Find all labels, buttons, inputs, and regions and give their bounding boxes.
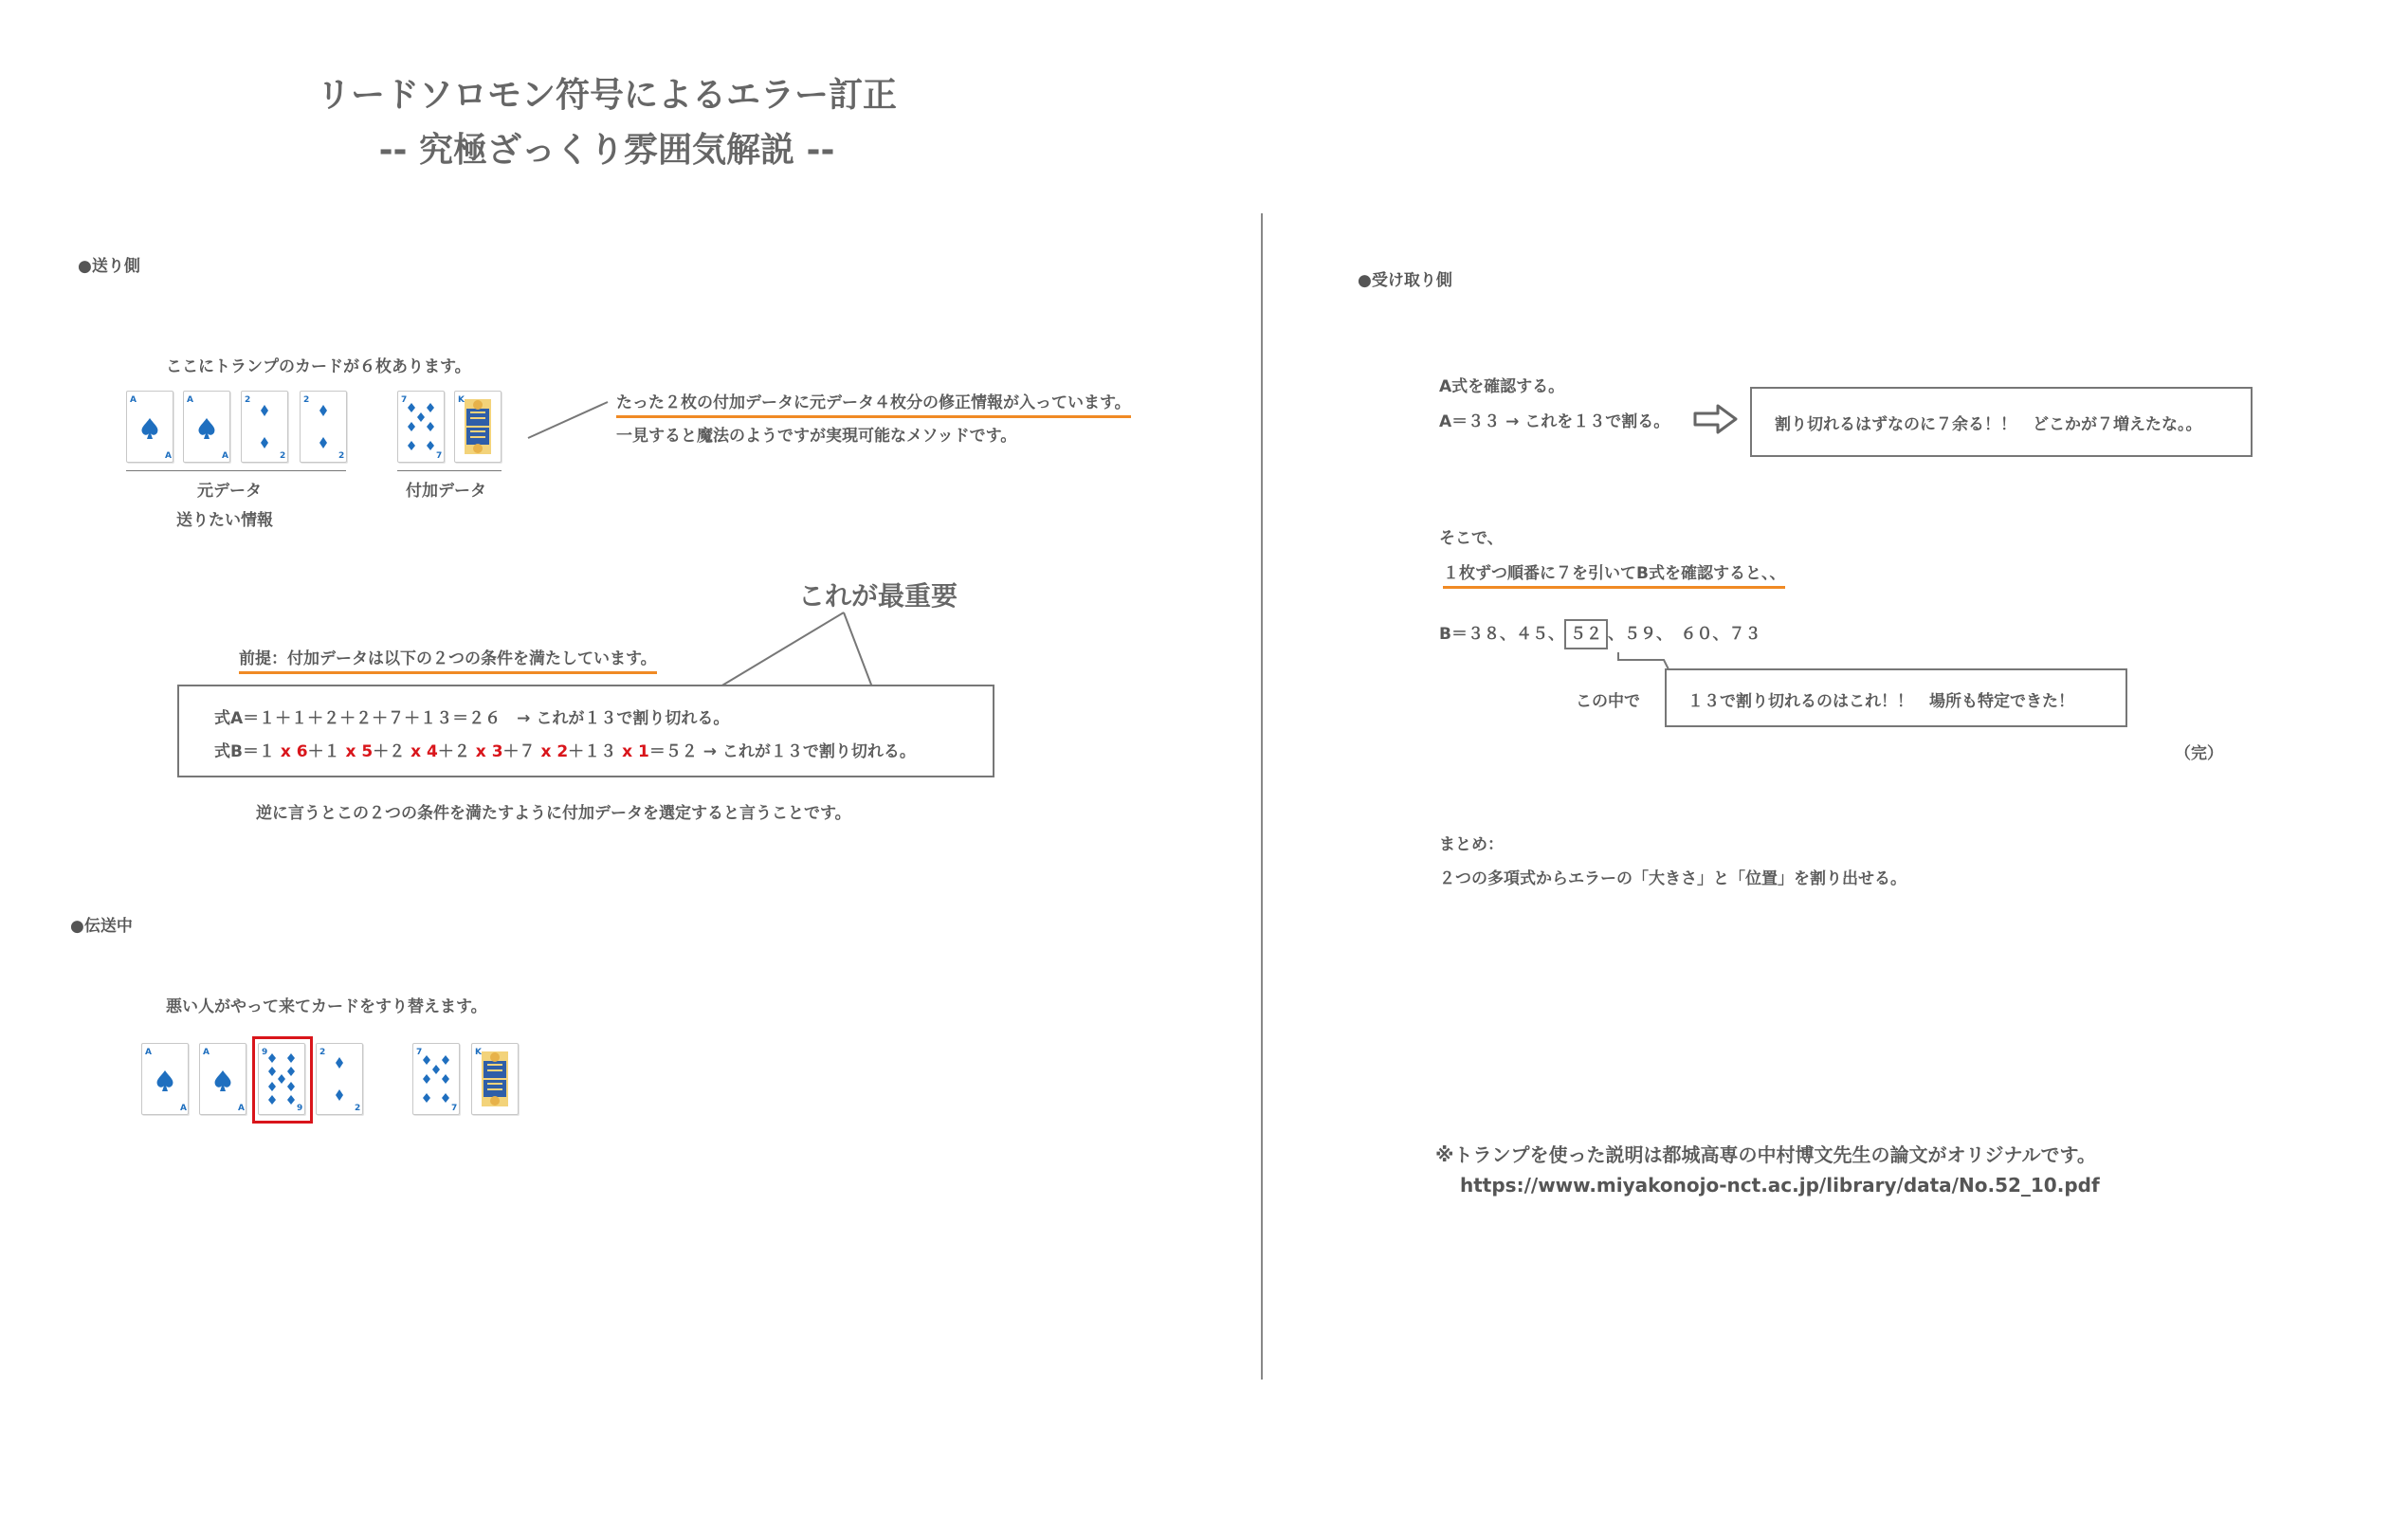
formula-b [214, 738, 916, 761]
b-values-suffix: 、５９、 ６０、７３ [1607, 625, 1761, 644]
card-nine-icon [258, 1043, 305, 1115]
card-two-icon [241, 391, 288, 463]
svg-text:7: 7 [416, 1048, 423, 1057]
svg-text:2: 2 [319, 1048, 326, 1057]
svg-text:2: 2 [338, 451, 345, 461]
card-king-icon [471, 1043, 519, 1115]
original-data-sublabel: 送りたい情報 [176, 511, 273, 530]
svg-text:2: 2 [280, 451, 286, 461]
page-title: リードソロモン符号によるエラー訂正 [316, 76, 897, 115]
original-data-label: 元データ [197, 482, 262, 501]
most-important-label: これが最重要 [798, 580, 958, 612]
sender-conclusion: 逆に言うとこの２つの条件を満たすように付加データを選定すると言うことです。 [256, 804, 851, 823]
formula-b-part: ＝５２ → これが１３で割り切れる。 [648, 742, 916, 761]
credit-url[interactable]: https://www.miyakonojo-nct.ac.jp/library/data/No.52_10.pdf [1460, 1174, 2100, 1197]
calc-a-text: A＝３３ → これを１３で割る。 [1439, 412, 1670, 431]
svg-text:K: K [458, 395, 465, 405]
premise-text: 前提：付加データは以下の２つの条件を満たしています。 [239, 645, 657, 674]
formula-b-part: ＋７ [502, 742, 536, 761]
sender-note-2: 一見すると魔法のようですが実現可能なメソッドです。 [616, 427, 1017, 446]
formula-b-part: ＋１３ [568, 742, 617, 761]
step-text: １枚ずつ順番に７を引いてB式を確認すると、、 [1443, 559, 1785, 589]
svg-text:2: 2 [245, 395, 251, 405]
card-ace-icon [199, 1043, 246, 1115]
card-ace-icon [126, 391, 173, 463]
summary-text: ２つの多項式からエラーの「大きさ」と「位置」を割り出せる。 [1439, 869, 1906, 888]
pointer-line [526, 398, 611, 441]
card-two-icon [300, 391, 347, 463]
svg-text:A: A [145, 1048, 152, 1057]
svg-text:7: 7 [436, 451, 443, 461]
summary-heading: まとめ： [1439, 835, 1504, 854]
formula-b-part: ＋２ [373, 742, 406, 761]
then-text: そこで、 [1439, 529, 1504, 548]
svg-text:A: A [165, 451, 172, 461]
svg-text:A: A [187, 395, 193, 405]
extra-data-label: 付加データ [406, 482, 486, 501]
svg-text:2: 2 [303, 395, 310, 405]
b-values-prefix: B＝３８、４５、 [1439, 625, 1564, 644]
formula-b-multiplier: x 2 [535, 742, 569, 761]
sender-intro: ここにトランプのカードが６枚あります。 [166, 357, 471, 376]
credit-text: ※トランプを使った説明は都城高専の中村博文先生の論文がオリジナルです。 [1435, 1143, 2096, 1166]
card-king-icon [454, 391, 502, 463]
svg-text:9: 9 [297, 1104, 303, 1113]
card-seven-icon [397, 391, 445, 463]
card-ace-icon [183, 391, 230, 463]
sender-note-1: たった２枚の付加データに元データ４枚分の修正情報が入っています。 [616, 389, 1131, 418]
svg-text:7: 7 [401, 395, 408, 405]
svg-text:2: 2 [355, 1104, 361, 1113]
original-data-underline [126, 470, 346, 471]
in-these-text: この中で [1576, 692, 1640, 711]
sender-heading: ●送り側 [78, 257, 140, 276]
extra-data-underline [397, 470, 502, 471]
page-subtitle: -- 究極ざっくり雰囲気解説 -- [378, 131, 835, 170]
b-values [1439, 620, 1760, 644]
formula-b-multiplier: x 1 [616, 742, 649, 761]
formula-b-multiplier: x 6 [274, 742, 308, 761]
svg-text:A: A [203, 1048, 210, 1057]
formula-b-multiplier: x 5 [339, 742, 374, 761]
formula-a: 式A＝１＋１＋２＋２＋７＋１３＝２６ → これが１３で割り切れる。 [214, 709, 730, 728]
formula-b-part: ＋１ [307, 742, 340, 761]
transit-heading: ●伝送中 [70, 917, 133, 936]
formula-b-part: 式B＝１ [214, 742, 275, 761]
svg-text:A: A [130, 395, 137, 405]
card-ace-icon [141, 1043, 189, 1115]
svg-text:A: A [238, 1104, 245, 1113]
found-text: １３で割り切れるのはこれ！！ 場所も特定できた！ [1687, 692, 2074, 711]
svg-text:9: 9 [262, 1048, 268, 1057]
svg-text:A: A [222, 451, 228, 461]
svg-text:7: 7 [451, 1104, 458, 1113]
arrow-right-icon [1693, 403, 1739, 435]
transit-intro: 悪い人がやって来てカードをすり替えます。 [166, 997, 487, 1016]
column-divider [1261, 213, 1263, 1380]
formula-b-multiplier: x 4 [405, 742, 438, 761]
end-text: （完） [2175, 744, 2223, 763]
receiver-heading: ●受け取り側 [1358, 271, 1452, 290]
b-value-hit: ５２ [1564, 619, 1608, 649]
formula-b-multiplier: x 3 [469, 742, 503, 761]
formula-box [177, 685, 994, 777]
check-a-text: A式を確認する。 [1439, 377, 1565, 396]
result-a-text: 割り切れるはずなのに７余る！！ どこかが７増えたな。。 [1775, 415, 2202, 434]
formula-b-part: ＋２ [437, 742, 470, 761]
svg-text:A: A [180, 1104, 187, 1113]
card-seven-icon [412, 1043, 460, 1115]
card-two-icon [316, 1043, 363, 1115]
svg-text:K: K [475, 1048, 482, 1057]
